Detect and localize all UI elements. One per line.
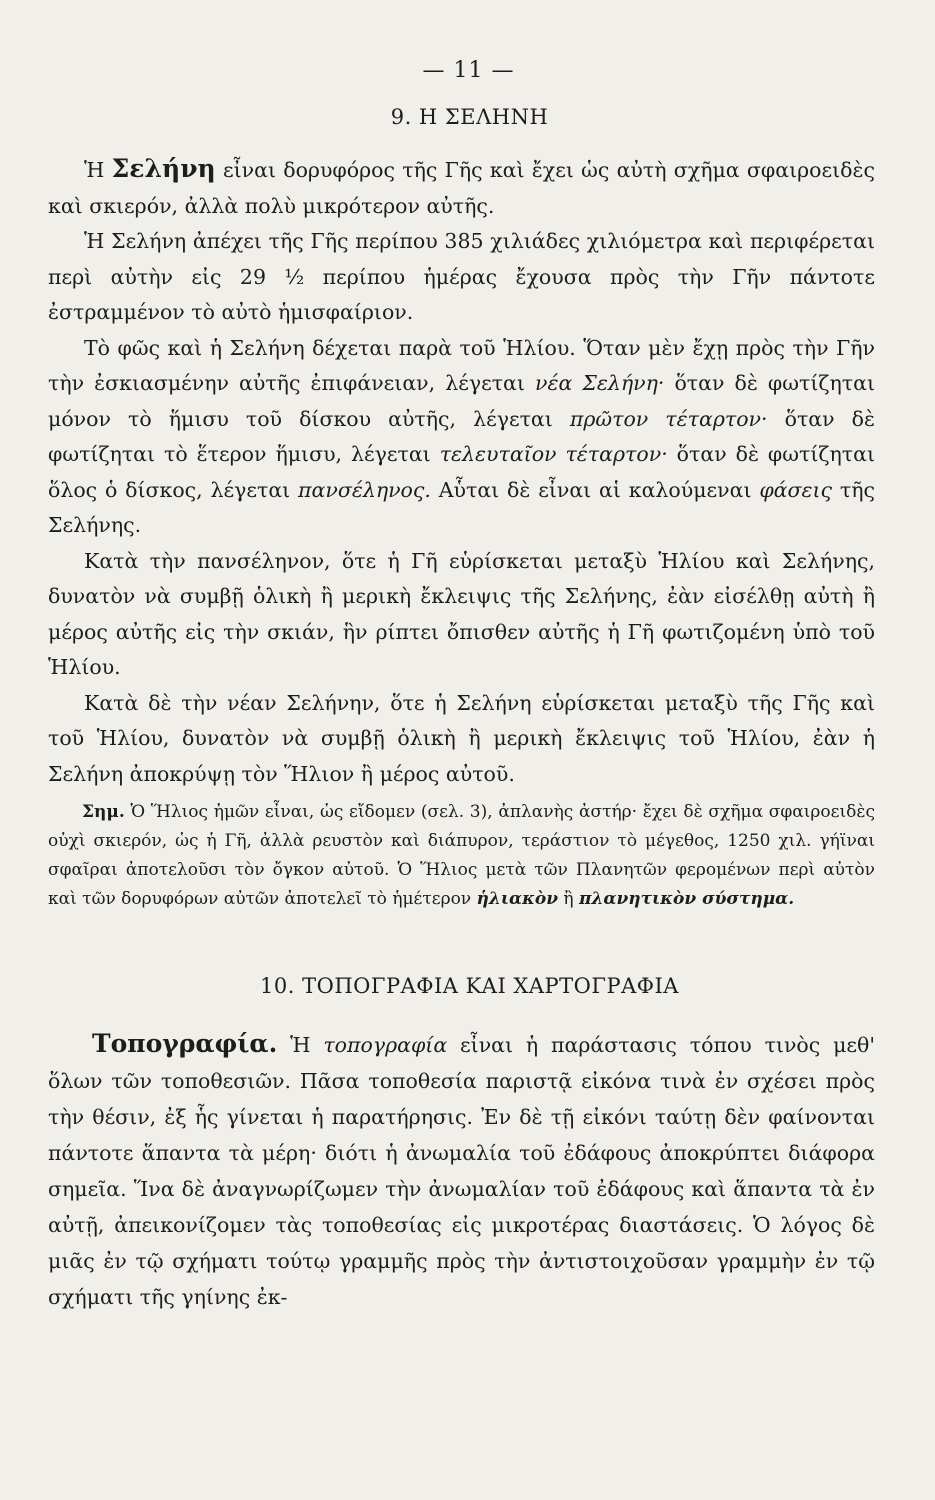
section-10-title: 10. ΤΟΠΟΓΡΑΦΙΑ ΚΑΙ ΧΑΡΤΟΓΡΑΦΙΑ (260, 974, 679, 998)
note-sun (48, 798, 875, 914)
text-run: ὅταν δὲ φωτίζηται τὸ ἕτερον ἥμισυ, λέγεται (48, 406, 875, 466)
text-run: ὅταν δὲ φωτίζηται μόνον τὸ ἥμισυ τοῦ δίσκου αὐτῆς, λέγεται (48, 371, 875, 431)
paragraph-lunar-eclipse: Κατὰ τὴν πανσέληνον, ὅτε ἡ Γῆ εὑρίσκεται μεταξὺ Ἡλίου καὶ Σελήνης, δυνατὸν νὰ συμβῇ ὁλικὴ ἢ μερικὴ ἔκλειψις τῆς Σελήνης, ἐὰν εἰσέλθῃ αὐτὴ ἢ μέρος αὐτῆς εἰς τὴν σκιάν, ἣν ρίπτει ὄπισθεν αὐτῆς ἡ Γῆ φωτιζομένη ὑπὸ τοῦ Ἡλίου. (48, 548, 875, 679)
text-run: Ἡ (84, 158, 112, 182)
paragraph-solar-eclipse: Κατὰ δὲ τὴν νέαν Σελήνην, ὅτε ἡ Σελήνη εὑρίσκεται μεταξὺ τῆς Γῆς καὶ τοῦ Ἡλίου, δυνατὸν νὰ συμβῇ ὁλικὴ ἢ μερικὴ ἔκλειψις τοῦ Ἡλίου, ἐὰν ἡ Σελήνη ἀποκρύψῃ τὸν Ἥλιον ἢ μέρος αὐτοῦ. (48, 690, 875, 786)
term-new-moon: νέα Σελήνη· (535, 371, 665, 395)
term-first-quarter: πρῶτον τέταρτον· (569, 406, 768, 431)
term-full-moon: πανσέληνος. (298, 477, 431, 502)
text-run: ἢ (558, 889, 580, 909)
text-run: τῆς Σελήνης. (48, 477, 875, 537)
section-9-title: 9. Η ΣΕΛΗΝΗ (390, 105, 549, 129)
term-planetary-system: πλανητικὸν σύστημα. (579, 889, 795, 909)
text-run: Ἡ (277, 1033, 324, 1057)
text-run: εἶναι ἡ παράστασις τόπου τινὸς μεθ' ὅλων τῶν τοποθεσιῶν. Πᾶσα τοποθεσία παριστᾷ εἰκόνα τινὰ ἐν σχέσει πρὸς τὴν θέσιν, ἐξ ἧς γίνεται ἡ παρατήρησις. Ἐν δὲ τῇ εἰκόνι ταύτῃ δὲν φαίνονται πάντοτε ἅπαντα τὰ μέρη· διότι ἡ ἀνωμαλία τοῦ ἐδάφους ἀποκρύπτει διάφορα σημεῖα. Ἵνα δὲ ἀναγνωρίζωμεν τὴν ἀνωμαλίαν τοῦ ἐδάφους καὶ ἅπαντα τὰ ἐν αὐτῇ, ἀπεικονίζομεν τὰς τοποθεσίας εἰς μικροτέρας διαστάσεις. Ὁ λόγος δὲ μιᾶς ἐν τῷ σχήματι τούτῳ γραμμῆς πρὸς τὴν ἀντιστοιχοῦσαν γραμμὴν ἐν τῷ σχήματι τῆς γηίνης ἐκ- (48, 1033, 875, 1309)
text-run: Τὸ φῶς καὶ ἡ Σελήνη δέχεται παρὰ τοῦ Ἡλίου. Ὅταν μὲν ἔχῃ πρὸς τὴν Γῆν τὴν ἐσκιασμένην αὐτῆς ἐπιφάνειαν, λέγεται (48, 335, 875, 395)
paragraph-topography (48, 1026, 875, 1315)
paragraph-moon-intro (48, 151, 875, 224)
page-number: — 11 — (422, 58, 515, 83)
paragraph-moon-distance: Ἡ Σελήνη ἀπέχει τῆς Γῆς περίπου 385 χιλιάδες χιλιόμετρα καὶ περιφέρεται περὶ αὐτὴν εἰς 29 ½ περίπου ἡμέρας ἔχουσα πρὸς τὴν Γῆν πάντοτε ἐστραμμένον τὸ αὐτὸ ἡμισφαίριον. (48, 229, 875, 324)
term-topography: Τοπογραφία. (92, 1029, 278, 1058)
term-heliacal: ἡλιακὸν (476, 889, 559, 909)
note-label: Σημ. (82, 802, 125, 822)
text-run: Αὗται δὲ εἶναι αἱ καλούμεναι (430, 477, 760, 502)
text-run: Ὁ Ἥλιος ἡμῶν εἶναι, ὡς εἴδομεν (σελ. 3), ἀπλανὴς ἀστήρ· ἔχει δὲ σχῆμα σφαιροειδὲς οὐχὶ σκιερόν, ὡς ἡ Γῆ, ἀλλὰ ρευστὸν καὶ διάπυρον, τεράστιον τὸ μέγεθος, 1250 χιλ. γήϊναι σφαῖραι ἀποτελοῦσι τὸν ὄγκον αὐτοῦ. Ὁ Ἥλιος μετὰ τῶν Πλανητῶν φερομένων περὶ αὐτὸν καὶ τῶν δορυφόρων αὐτῶν ἀποτελεῖ τὸ ἡμέτερον (48, 802, 875, 909)
term-topography-italic: τοπογραφία (323, 1033, 448, 1057)
paragraph-moon-phases (48, 331, 875, 544)
term-last-quarter: τελευταῖον τέταρτον· (439, 442, 668, 466)
text-run: ὅταν δὲ φωτίζηται ὅλος ὁ δίσκος, λέγεται (48, 442, 875, 502)
text-run: εἶναι δορυφόρος τῆς Γῆς καὶ ἔχει ὡς αὐτὴ σχῆμα σφαιροειδὲς καὶ σκιερόν, ἀλλὰ πολὺ μικρότερον αὐτῆς. (48, 158, 876, 218)
term-selene: Σελήνη (111, 154, 216, 183)
term-phases: φάσεις (759, 477, 833, 502)
